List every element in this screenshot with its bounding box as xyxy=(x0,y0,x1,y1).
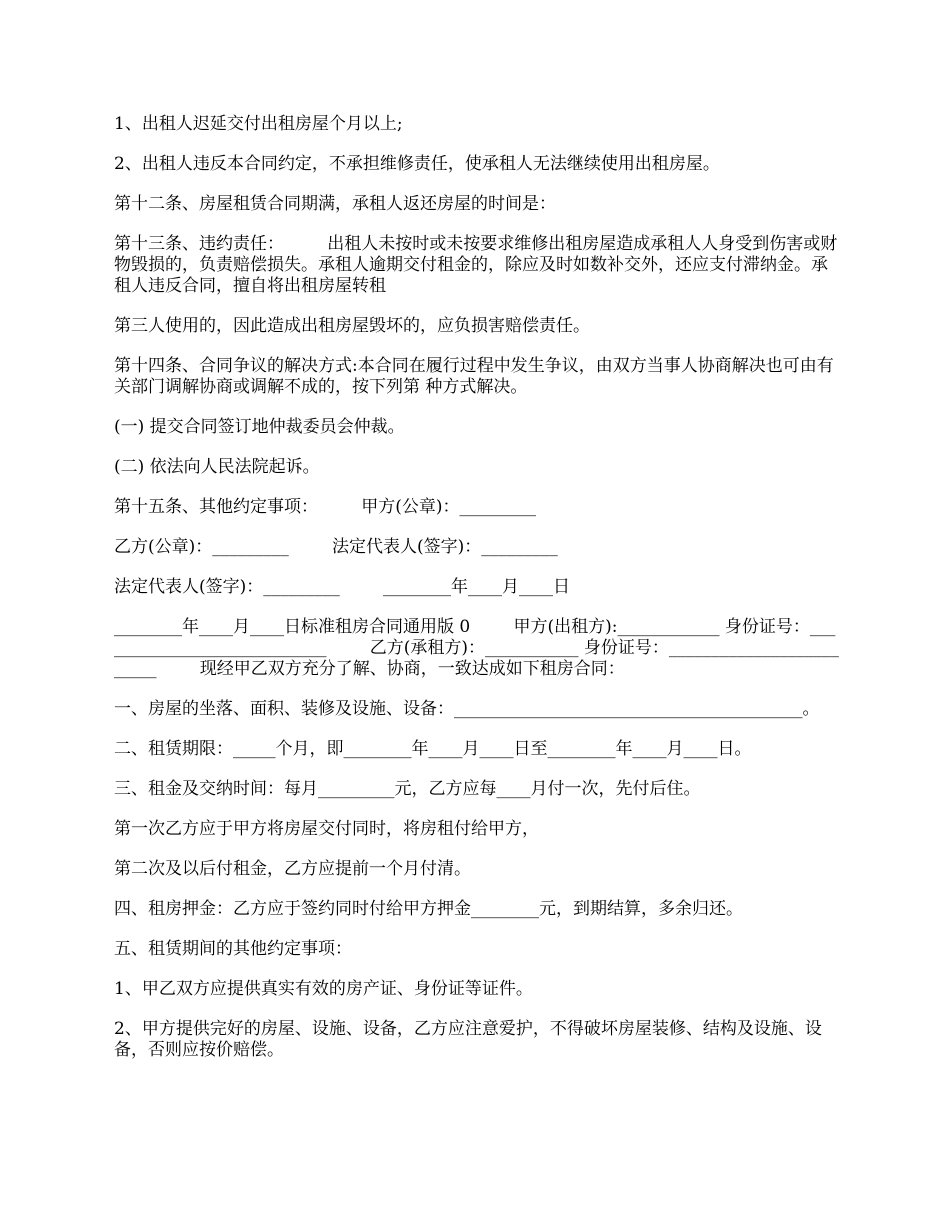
paragraph: 第三人使用的，因此造成出租房屋毁坏的，应负损害赔偿责任。 xyxy=(114,316,590,336)
paragraph: 第十五条、其他约定事项： 甲方(公章)：_________ xyxy=(114,497,536,517)
paragraph: 2、甲方提供完好的房屋、设施、设备，乙方应注意爱护，不得破坏房屋装修、结构及设施、设备，否则应按价赔偿。 xyxy=(114,1019,822,1060)
paragraph: 第十四条、合同争议的解决方式:本合同在履行过程中发生争议，由双方当事人协商解决也可由有关部门调解协商或调解不成的，按下列第 种方式解决。 xyxy=(114,356,834,397)
paragraph: 2、出租人违反本合同约定，不承担维修责任，使承租人无法继续使用出租房屋。 xyxy=(114,154,720,174)
paragraph: 1、甲乙双方应提供真实有效的房产证、身份证等证件。 xyxy=(114,979,533,999)
paragraph: 四、租房押金：乙方应于签约同时付给甲方押金________元，到期结算，多余归还。 xyxy=(114,899,743,919)
paragraph: 一、房屋的坐落、面积、装修及设施、设备：_________________________________________。 xyxy=(114,699,820,719)
paragraph: 第二次及以后付租金，乙方应提前一个月付清。 xyxy=(114,859,471,879)
paragraph: 三、租金及交纳时间：每月_________元，乙方应每____月付一次，先付后住。 xyxy=(114,779,701,799)
paragraph: 1、出租人迟延交付出租房屋个月以上; xyxy=(114,114,403,134)
paragraph: 第一次乙方应于甲方将房屋交付同时，将房租付给甲方， xyxy=(114,819,539,839)
paragraph: ________年____月____日标准租房合同通用版 0 甲方(出租方):____________ 身份证号：____________________________ 乙方(承租方)：___________ 身份证号：_________________________ 现经甲乙双方充分了解、协商，一致达成如下租房合同： xyxy=(114,617,839,679)
paragraph: 二、租赁期限：_____个月，即________年____月____日至________年____月____日。 xyxy=(114,739,752,759)
document-body xyxy=(114,114,840,1080)
paragraph: (一) 提交合同签订地仲裁委员会仲裁。 xyxy=(114,417,405,437)
paragraph: 第十二条、房屋租赁合同期满，承租人返还房屋的时间是： xyxy=(114,194,556,214)
paragraph: 乙方(公章)：_________ 法定代表人(签字)：_________ xyxy=(114,537,558,557)
paragraph: 法定代表人(签字)：_________ ________年____月____日 xyxy=(114,577,570,597)
paragraph: 第十三条、违约责任： 出租人未按时或未按要求维修出租房屋造成承租人人身受到伤害或财物毁损的，负责赔偿损失。承租人逾期交付租金的，除应及时如数补交外，还应支付滞纳金。承租人违反合同，擅自将出租房屋转租 xyxy=(114,234,838,296)
paragraph: 五、租赁期间的其他约定事项： xyxy=(114,939,352,959)
paragraph: (二) 依法向人民法院起诉。 xyxy=(114,457,320,477)
